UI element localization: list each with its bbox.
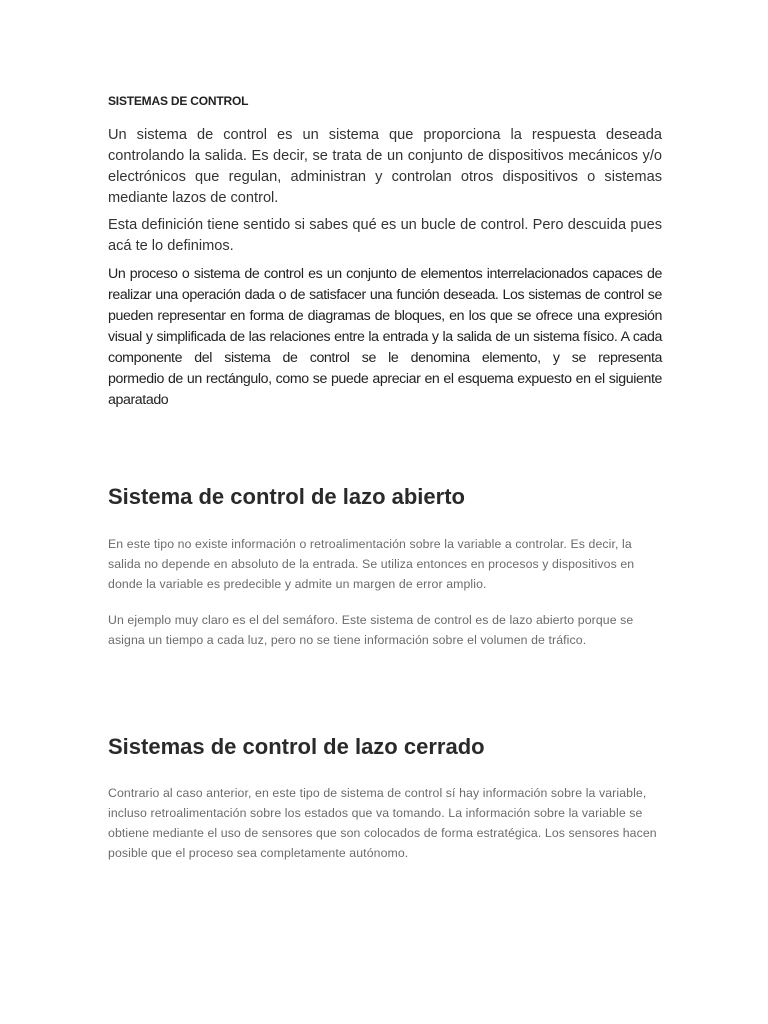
text-line: pueden representar en forma de diagramas de bloques, en los que se ofrece una expresión [108, 308, 662, 324]
text-line: donde la variable es predecible y admite un margen de error amplio. [108, 577, 487, 591]
text-line: mediante lazos de control. [108, 190, 279, 206]
text-line: obtiene mediante el uso de sensores que son colocados de forma estratégica. Los sensores hacen [108, 826, 657, 840]
text-line: Un sistema de control es un sistema que proporciona la respuesta deseada [108, 127, 662, 143]
document-title: SISTEMAS DE CONTROL [108, 94, 249, 108]
text-line: aparatado [108, 392, 169, 408]
paragraph-closed-loop [108, 783, 662, 863]
text-line: Contrario al caso anterior, en este tipo de sistema de control sí hay información sobre la variable, [108, 786, 647, 800]
text-line: Un ejemplo muy claro es el del semáforo. Este sistema de control es de lazo abierto porque se [108, 613, 634, 627]
text-line: controlando la salida. Es decir, se trata de un conjunto de dispositivos mecánicos y/o [108, 148, 662, 164]
text-line: Un proceso o sistema de control es un conjunto de elementos interrelacionados capaces de [108, 266, 662, 282]
text-line: acá te lo definimos. [108, 238, 234, 254]
text-line: electrónicos que regulan, administran y controlan otros dispositivos o sistemas [108, 169, 662, 185]
text-line: pormedio de un rectángulo, como se puede apreciar en el esquema expuesto en el siguiente [108, 371, 662, 387]
text-line: visual y simplificada de las relaciones entre la entrada y la salida de un sistema físico. A cada [108, 329, 662, 345]
paragraph-traffic-light [108, 610, 662, 650]
text-line: asigna un tiempo a cada luz, pero no se tiene información sobre el volumen de tráfico. [108, 633, 587, 647]
text-line: realizar una operación dada o de satisfacer una función deseada. Los sistemas de control se [108, 287, 662, 303]
heading-open-loop: Sistema de control de lazo abierto [108, 484, 465, 509]
paragraph-open-loop [108, 534, 662, 594]
text-line: posible que el proceso sea completamente autónomo. [108, 846, 409, 860]
text-line: salida no depende en absoluto de la entrada. Se utiliza entonces en procesos y dispositivos en [108, 557, 635, 571]
text-line: incluso retroalimentación sobre los estados que va tomando. La información sobre la variable se [108, 806, 643, 820]
paragraph-process [108, 264, 662, 411]
paragraph-definition [108, 125, 662, 209]
text-line: componente del sistema de control se le denomina elemento, y se representa [108, 350, 662, 366]
text-line: En este tipo no existe información o retroalimentación sobre la variable a controlar. Es decir, la [108, 537, 632, 551]
paragraph-loop-note [108, 215, 662, 257]
text-line: Esta definición tiene sentido si sabes qué es un bucle de control. Pero descuida pues [108, 217, 662, 233]
heading-closed-loop: Sistemas de control de lazo cerrado [108, 734, 485, 759]
